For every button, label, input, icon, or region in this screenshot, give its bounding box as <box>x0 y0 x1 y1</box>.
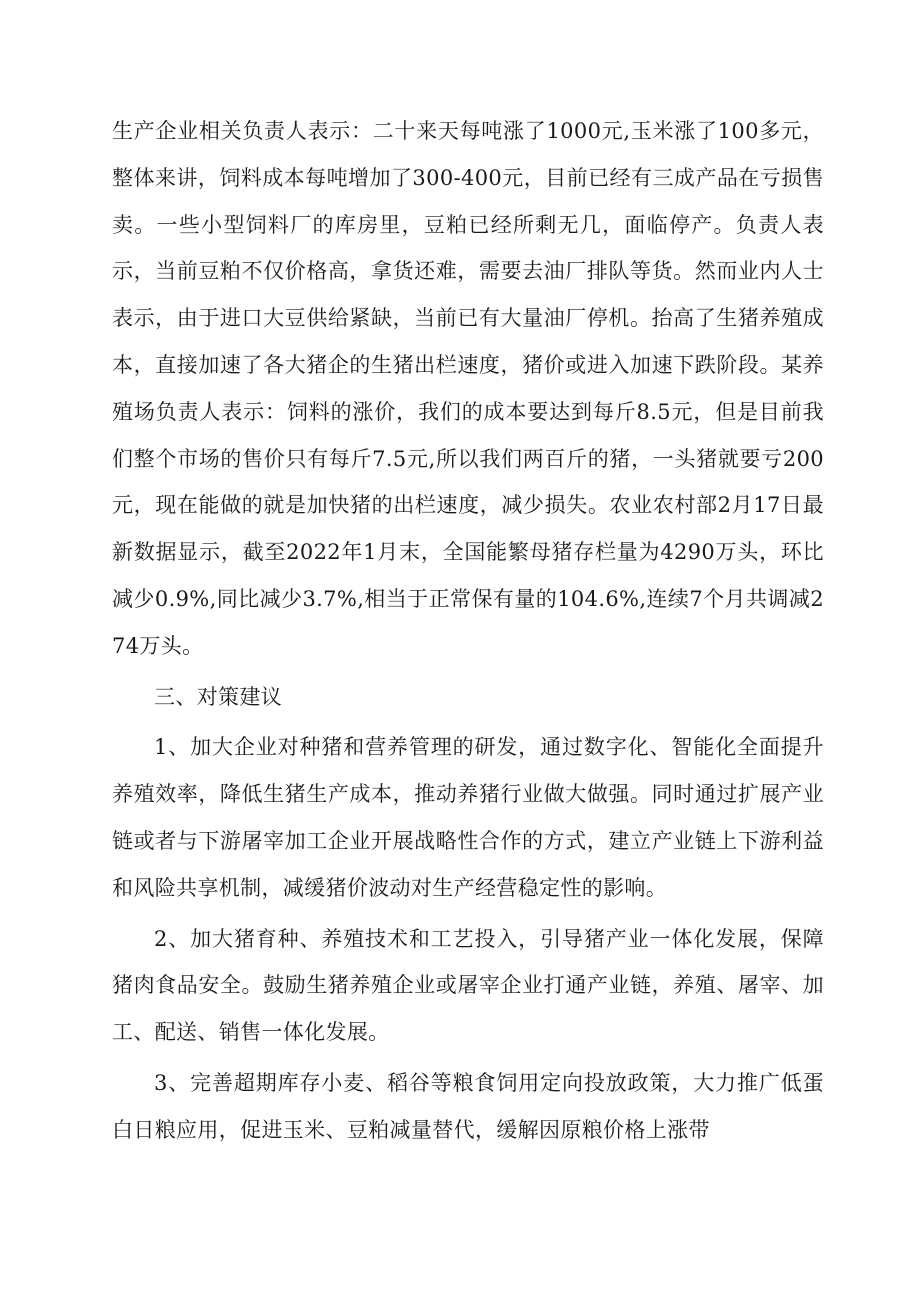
paragraph-suggestion-3: 3、完善超期库存小麦、稻谷等粮食饲用定向投放政策，大力推广低蛋白日粮应用，促进玉米、豆粕减量替代，缓解因原粮价格上涨带 <box>112 1070 824 1142</box>
section-heading-countermeasures: 三、对策建议 <box>154 684 283 709</box>
paragraph-feed-cost-and-sow-inventory: 生产企业相关负责人表示：二十来天每吨涨了1000元,玉米涨了100多元，整体来讲，饲料成本每吨增加了300-400元，目前已经有三成产品在亏损售卖。一些小型饲料厂的库房里，豆粕已经所剩无几，面临停产。负责人表示，当前豆粕不仅价格高，拿货还难，需要去油厂排队等货。然而业内人士表示，由于进口大豆供给紧缺，当前已有大量油厂停机。抬高了生猪养殖成本，直接加速了各大猪企的生猪出栏速度，猪价或进入加速下跌阶段。某养殖场负责人表示：饲料的涨价，我们的成本要达到每斤8.5元，但是目前我们整个市场的售价只有每斤7.5元,所以我们两百斤的猪，一头猪就要亏200元，现在能做的就是加快猪的出栏速度，减少损失。农业农村部2月17日最新数据显示，截至2022年1月末，全国能繁母猪存栏量为4290万头，环比减少0.9%,同比减少3.7%,相当于正常保有量的104.6%,连续7个月共调减274万头。 <box>112 119 824 658</box>
paragraph-suggestion-2: 2、加大猪育种、养殖技术和工艺投入，引导猪产业一体化发展，保障猪肉食品安全。鼓励生猪养殖企业或屠宰企业打通产业链，养殖、屠宰、加工、配送、销售一体化发展。 <box>112 926 824 1045</box>
document-body <box>112 108 824 1154</box>
paragraph-suggestion-1: 1、加大企业对种猪和营养管理的研发，通过数字化、智能化全面提升养殖效率，降低生猪生产成本，推动养猪行业做大做强。同时通过扩展产业链或者与下游屠宰加工企业开展战略性合作的方式，建立产业链上下游利益和风险共享机制，减缓猪价波动对生产经营稳定性的影响。 <box>112 735 824 900</box>
